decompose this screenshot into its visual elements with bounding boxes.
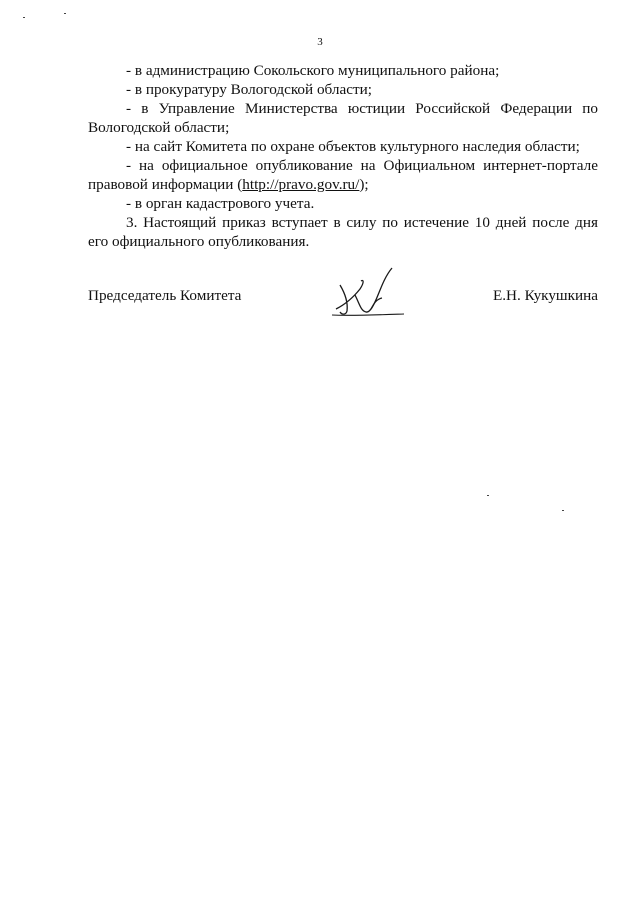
distribution-item-official-publication (88, 156, 598, 194)
signatory-name: Е.Н. Кукушкина (492, 287, 598, 304)
scan-speck (487, 495, 489, 496)
page-number: 3 (317, 36, 323, 48)
distribution-item-committee-website: - на сайт Комитета по охране объектов культурного наследия области; (126, 138, 580, 155)
scan-speck (64, 13, 66, 14)
publication-text-end: ); (359, 176, 369, 193)
scan-speck (23, 17, 25, 18)
clause-3-effective-date: 3. Настоящий приказ вступает в силу по истечение 10 дней после дня его официального опубликования. (88, 214, 598, 250)
publication-text: - на официальное опубликование на Официальном интернет-портале правовой информации ( (88, 157, 598, 193)
distribution-item-cadastral: - в орган кадастрового учета. (126, 195, 315, 212)
document-body (88, 61, 598, 251)
scan-speck (562, 510, 564, 511)
signatory-position: Председатель Комитета (88, 287, 242, 304)
signature-block (88, 287, 598, 327)
distribution-item-justice-ministry: - в Управление Министерства юстиции Российской Федерации по Вологодской области; (88, 100, 598, 136)
distribution-item-district-administration: - в администрацию Сокольского муниципального района; (126, 62, 500, 79)
distribution-item-prosecutor: - в прокуратуру Вологодской области; (126, 81, 372, 98)
handwritten-signature (330, 265, 405, 321)
pravo-gov-link[interactable]: http://pravo.gov.ru/ (242, 176, 360, 193)
